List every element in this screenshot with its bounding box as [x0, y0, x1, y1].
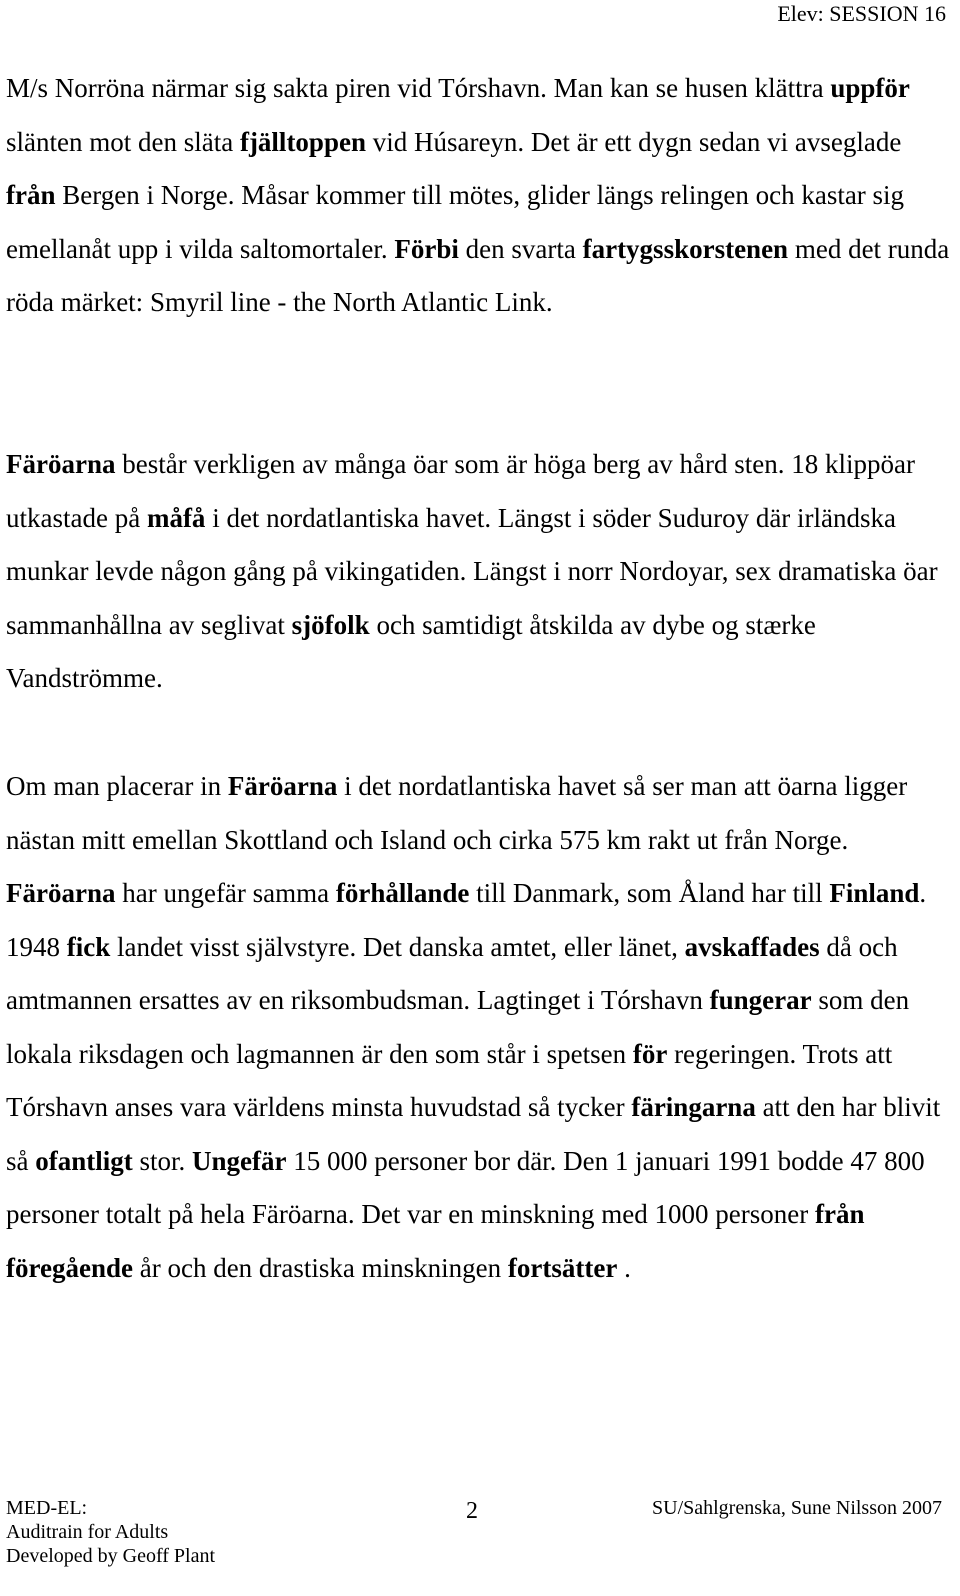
- text-run: som den lokala riksdagen och lagmannen är den som står i spetsen: [6, 985, 910, 1069]
- bold-word: Finland: [829, 878, 920, 908]
- bold-word: förhållande: [335, 878, 470, 908]
- text-run: består verkligen av många öar som är höga berg av hård sten. 18 klippöar utkastade på: [6, 449, 915, 533]
- bold-word: uppför: [830, 73, 910, 103]
- bold-word: sjöfolk: [291, 609, 370, 640]
- bold-word: för: [632, 1038, 668, 1069]
- text-run: i det nordatlantiska havet så ser man att öarna ligger nästan mitt emellan Skottland och Island och cirka 575 km rakt ut från Norge.: [6, 771, 908, 855]
- footer-source: SU/Sahlgrenska, Sune Nilsson 2007: [652, 1497, 942, 1519]
- bold-word: ofantligt: [35, 1145, 133, 1176]
- text-run: i det nordatlantiska havet. Längst i söder Suduroy där irländska munkar levde någon gång på vikingatiden. Längst i norr Nordoyar, sex dramatiska öar sammanhållna av seglivat: [6, 502, 938, 640]
- bold-word: Färöarna: [6, 449, 116, 479]
- text-run: med det runda röda märket: Smyril line - the North Atlantic Link.: [6, 233, 950, 317]
- bold-word: Ungefär: [192, 1145, 287, 1176]
- bold-word: fartygsskorstenen: [582, 233, 789, 264]
- bold-word: från föregående: [6, 1199, 865, 1283]
- text-run: slänten mot den släta: [6, 126, 240, 157]
- bold-word: fungerar: [709, 985, 812, 1015]
- footer-credit-line: MED-EL:: [6, 1497, 88, 1519]
- text-run: år och den drastiska minskningen: [132, 1252, 508, 1283]
- bold-word: Färöarna: [6, 878, 116, 908]
- text-run: M/s Norröna närmar sig sakta piren vid Tórshavn. Man kan se husen klättra: [6, 73, 831, 103]
- bold-word: avskaffades: [684, 931, 820, 962]
- text-run: Bergen i Norge. Måsar kommer till mötes, glider längs relingen och kastar sig emellanåt upp i vilda saltomortaler.: [6, 180, 905, 264]
- text-run: vid Húsareyn. Det är ett dygn sedan vi avseglade: [365, 126, 902, 157]
- paragraph-2: [6, 438, 954, 706]
- bold-word: färingarna: [631, 1092, 756, 1122]
- text-run: då och amtmannen ersattes av en riksombudsman. Lagtinget i Tórshavn: [6, 931, 898, 1015]
- bold-word: måfå: [146, 502, 206, 533]
- text-run: .: [617, 1252, 631, 1283]
- bold-word: Förbi: [394, 233, 459, 264]
- paragraph-3: [6, 760, 954, 1295]
- text-run: landet visst självstyre. Det danska amtet, eller länet,: [110, 931, 685, 962]
- paragraph-1: [6, 62, 954, 330]
- text-run: Om man placerar in: [6, 771, 228, 801]
- footer-credits: [6, 1496, 215, 1568]
- footer-credit-line: Developed by Geoff Plant: [6, 1545, 216, 1567]
- bold-word: Färöarna: [227, 771, 338, 801]
- text-run: och samtidigt åtskilda av dybe og stærke Vandströmme.: [6, 609, 816, 693]
- text-run: till Danmark, som Åland har till: [469, 878, 830, 908]
- text-run: regeringen. Trots att Tórshavn anses vara världens minsta huvudstad så tycker: [6, 1038, 893, 1122]
- bold-word: från: [6, 180, 56, 210]
- page-number: 2: [466, 1498, 478, 1524]
- text-run: stor.: [132, 1145, 193, 1176]
- text-run: att den har blivit så: [6, 1092, 941, 1176]
- page-header: Elev: SESSION 16: [777, 1, 946, 26]
- text-run: har ungefär samma: [115, 878, 336, 908]
- footer-credit-line: Auditrain for Adults: [6, 1521, 169, 1543]
- bold-word: fortsätter: [507, 1252, 618, 1283]
- text-run: . 1948: [6, 878, 927, 962]
- text-run: 15 000 personer bor där. Den 1 januari 1991 bodde 47 800 personer totalt på hela Färöarna. Det var en minskning med 1000 personer: [6, 1145, 925, 1229]
- bold-word: fjälltoppen: [239, 126, 366, 157]
- bold-word: fick: [66, 931, 111, 962]
- text-run: den svarta: [458, 233, 583, 264]
